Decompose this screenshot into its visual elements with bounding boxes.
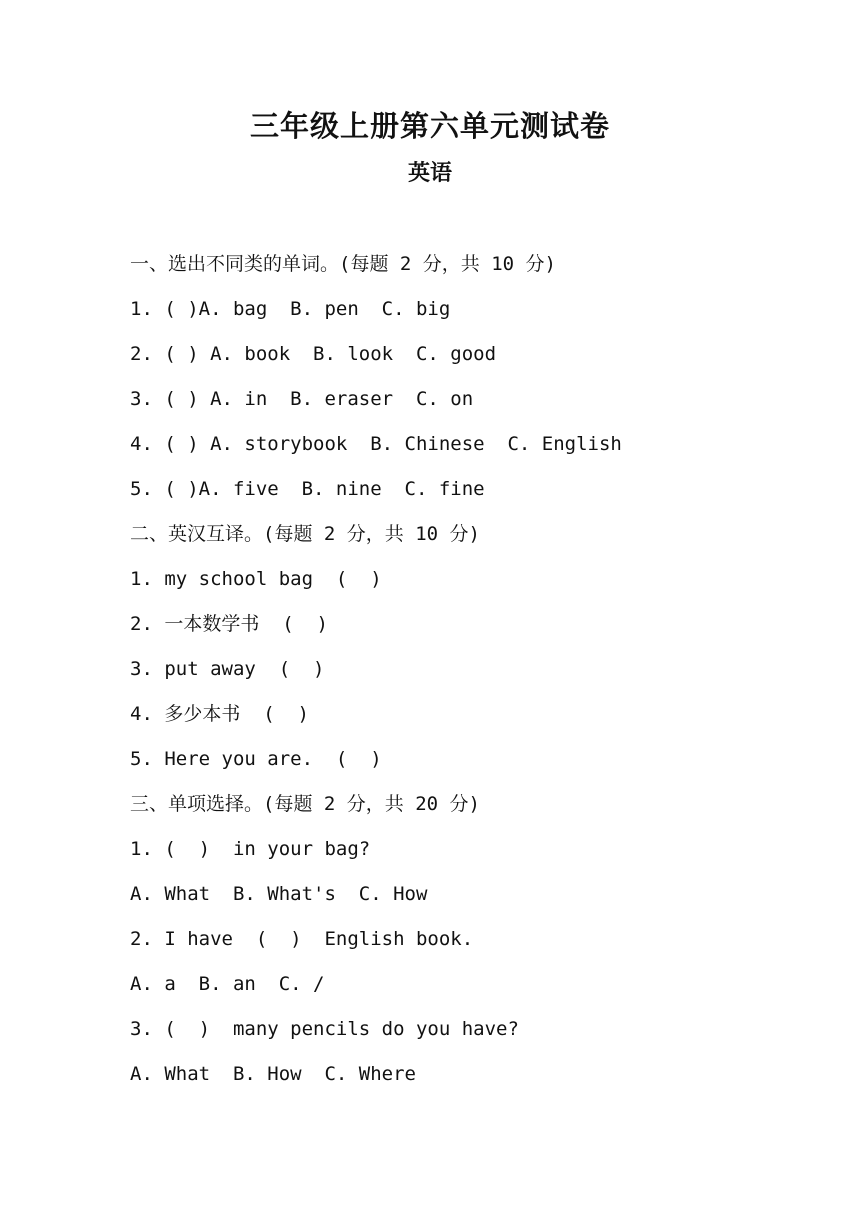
question-line: 3. put away ( ) xyxy=(130,658,325,680)
question-line: 1. ( ) in your bag? xyxy=(130,838,371,860)
question-line: 1. my school bag ( ) xyxy=(130,568,382,590)
section-heading-1: 一、选出不同类的单词。(每题 2 分，共 10 分) xyxy=(130,253,556,275)
answer-options-line: A. What B. How C. Where xyxy=(130,1063,416,1085)
page-title: 三年级上册第六单元测试卷 xyxy=(249,109,610,143)
question-line: 1. ( )A. bag B. pen C. big xyxy=(130,298,451,320)
question-line: 2. I have ( ) English book. xyxy=(130,928,474,950)
answer-options-line: A. a B. an C. / xyxy=(130,973,325,995)
question-line: 2. ( ) A. book B. look C. good xyxy=(130,343,497,365)
question-line: 4. 多少本书 ( ) xyxy=(130,703,309,725)
worksheet-body xyxy=(130,244,830,1099)
question-line: 2. 一本数学书 ( ) xyxy=(130,613,328,635)
section-heading-2: 二、英汉互译。(每题 2 分，共 10 分) xyxy=(130,523,480,545)
question-line: 3. ( ) A. in B. eraser C. on xyxy=(130,388,474,410)
answer-options-line: A. What B. What's C. How xyxy=(130,883,428,905)
question-line: 3. ( ) many pencils do you have? xyxy=(130,1018,519,1040)
question-line: 5. Here you are. ( ) xyxy=(130,748,382,770)
section-heading-3: 三、单项选择。(每题 2 分，共 20 分) xyxy=(130,793,480,815)
question-line: 5. ( )A. five B. nine C. fine xyxy=(130,478,485,500)
page-subtitle: 英语 xyxy=(407,160,452,186)
question-line: 4. ( ) A. storybook B. Chinese C. English xyxy=(130,433,622,455)
